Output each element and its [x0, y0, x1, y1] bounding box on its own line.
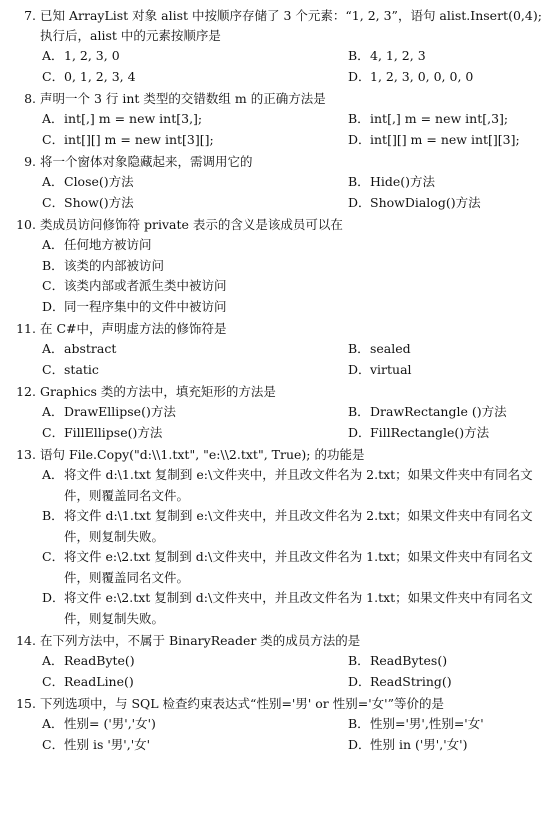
- option-letter: B．: [348, 174, 370, 189]
- option-c: [42, 67, 348, 88]
- option-c: [42, 276, 551, 297]
- option-d: [348, 735, 551, 756]
- option-a: [42, 172, 348, 193]
- option-text: 将文件 e:\2.txt 复制到 d:\文件夹中，并且改文件名为 1.txt；如果文件夹中有同名文件，则覆盖同名文件。: [64, 549, 533, 585]
- option-text: 性别= ('男','女'): [64, 716, 156, 731]
- question-13: [8, 445, 551, 629]
- option-d: [348, 67, 551, 88]
- options-list: [8, 339, 551, 380]
- question-number: 15.: [16, 696, 36, 711]
- question-7: [8, 6, 551, 87]
- question-text: 声明一个 3 行 int 类型的交错数组 m 的正确方法是: [40, 91, 326, 106]
- question-14: [8, 631, 551, 692]
- options-list: [8, 235, 551, 317]
- question-15: [8, 694, 551, 755]
- option-letter: D．: [348, 194, 371, 210]
- option-letter: B．: [348, 716, 370, 731]
- option-letter: D．: [348, 424, 371, 440]
- option-letter: C．: [42, 278, 65, 293]
- option-text: int[,] m = new int[3,];: [64, 111, 203, 126]
- option-letter: A．: [42, 111, 64, 126]
- option-letter: C．: [42, 361, 65, 377]
- option-text: 性别 is '男','女': [64, 736, 151, 752]
- option-letter: B．: [42, 257, 64, 273]
- option-text: Close()方法: [64, 174, 134, 189]
- option-text: int[][] m = new int[][3];: [370, 131, 520, 147]
- option-letter: A．: [42, 404, 64, 419]
- question-number: 13.: [16, 447, 36, 462]
- question-text: Graphics 类的方法中，填充矩形的方法是: [40, 384, 276, 399]
- option-text: ReadLine(): [64, 673, 134, 689]
- options-list: [8, 714, 551, 755]
- option-text: abstract: [64, 341, 117, 356]
- option-letter: C．: [42, 736, 65, 752]
- option-text: FillRectangle()方法: [370, 424, 490, 440]
- question-stem: [8, 89, 551, 109]
- option-b: [348, 46, 551, 67]
- option-c: [42, 672, 348, 693]
- question-number: 11.: [16, 321, 36, 336]
- option-a: [42, 235, 551, 256]
- question-text-continued: 执行后，alist 中的元素按顺序是: [40, 28, 221, 43]
- option-letter: B．: [42, 508, 64, 523]
- option-letter: D．: [348, 131, 371, 147]
- option-d: [42, 588, 551, 629]
- option-letter: B．: [348, 111, 370, 126]
- option-letter: A．: [42, 467, 64, 482]
- option-text: 将文件 d:\1.txt 复制到 e:\文件夹中，并且改文件名为 2.txt；如果文件夹中有同名文件，则覆盖同名文件。: [64, 467, 533, 503]
- option-text: 任何地方被访问: [64, 237, 152, 252]
- option-text: DrawRectangle ()方法: [370, 404, 507, 419]
- question-stem: [8, 382, 551, 402]
- option-b: [348, 402, 551, 423]
- question-text: 类成员访问修饰符 private 表示的含义是该成员可以在: [40, 217, 343, 232]
- option-letter: C．: [42, 131, 65, 147]
- option-letter: C．: [42, 549, 65, 564]
- option-d: [42, 297, 551, 318]
- option-letter: D．: [348, 736, 371, 752]
- option-text: 该类内部或者派生类中被访问: [64, 278, 227, 293]
- option-text: Hide()方法: [370, 174, 436, 189]
- option-letter: A．: [42, 341, 64, 356]
- option-c: [42, 360, 348, 381]
- option-letter: B．: [348, 653, 370, 668]
- question-stem: [8, 6, 551, 26]
- question-stem: [8, 631, 551, 651]
- option-text: ReadBytes(): [370, 653, 448, 668]
- option-text: 1, 2, 3, 0, 0, 0, 0: [370, 68, 474, 84]
- option-text: 0, 1, 2, 3, 4: [64, 68, 136, 84]
- option-c: [42, 423, 348, 444]
- option-c: [42, 547, 551, 588]
- option-text: 性别='男',性别='女': [370, 716, 484, 731]
- option-b: [42, 256, 551, 277]
- question-text: 下列选项中，与 SQL 检查约束表达式“性别='男' or 性别='女'”等价的是: [40, 696, 444, 711]
- option-b: [42, 506, 551, 547]
- options-list: [8, 402, 551, 443]
- option-text: 该类的内部被访问: [64, 257, 165, 273]
- option-letter: D．: [348, 673, 371, 689]
- question-10: [8, 215, 551, 317]
- options-list: [8, 172, 551, 213]
- option-text: 将文件 d:\1.txt 复制到 e:\文件夹中，并且改文件名为 2.txt；如果文件夹中有同名文件，则复制失败。: [64, 508, 533, 544]
- options-list: [8, 651, 551, 692]
- option-d: [348, 360, 551, 381]
- option-letter: C．: [42, 194, 65, 210]
- option-letter: D．: [348, 361, 371, 377]
- option-letter: C．: [42, 673, 65, 689]
- option-letter: A．: [42, 174, 64, 189]
- option-d: [348, 672, 551, 693]
- question-stem: [8, 152, 551, 172]
- option-letter: D．: [42, 590, 65, 605]
- option-text: Show()方法: [64, 194, 134, 210]
- option-letter: C．: [42, 68, 65, 84]
- option-c: [42, 193, 348, 214]
- option-b: [348, 172, 551, 193]
- option-letter: D．: [42, 298, 65, 314]
- option-a: [42, 339, 348, 360]
- options-list: [8, 46, 551, 87]
- option-letter: A．: [42, 653, 64, 668]
- option-text: virtual: [370, 361, 412, 377]
- option-text: sealed: [370, 341, 411, 356]
- question-number: 14.: [16, 633, 36, 648]
- question-number: 9.: [24, 154, 36, 169]
- option-text: FillEllipse()方法: [64, 424, 163, 440]
- option-letter: B．: [348, 404, 370, 419]
- question-text: 已知 ArrayList 对象 alist 中按顺序存储了 3 个元素：“1, 2, 3”，语句 alist.Insert(0,4);: [40, 8, 542, 23]
- option-a: [42, 109, 348, 130]
- option-d: [348, 423, 551, 444]
- option-c: [42, 130, 348, 151]
- option-text: 性别 in ('男','女'): [370, 736, 468, 752]
- question-12: [8, 382, 551, 443]
- option-a: [42, 651, 348, 672]
- question-stem: [8, 319, 551, 339]
- option-text: 将文件 e:\2.txt 复制到 d:\文件夹中，并且改文件名为 1.txt；如果文件夹中有同名文件，则复制失败。: [64, 590, 533, 626]
- option-text: 同一程序集中的文件中被访问: [64, 298, 227, 314]
- option-text: 4, 1, 2, 3: [370, 48, 426, 63]
- option-letter: B．: [348, 48, 370, 63]
- option-text: int[][] m = new int[3][];: [64, 131, 214, 147]
- option-b: [348, 714, 551, 735]
- question-number: 12.: [16, 384, 36, 399]
- option-a: [42, 465, 551, 506]
- option-b: [348, 651, 551, 672]
- question-number: 7.: [24, 8, 36, 23]
- option-letter: B．: [348, 341, 370, 356]
- question-8: [8, 89, 551, 150]
- option-text: ReadByte(): [64, 653, 135, 668]
- option-text: static: [64, 361, 99, 377]
- option-text: ShowDialog()方法: [370, 194, 481, 210]
- question-text: 在下列方法中，不属于 BinaryReader 类的成员方法的是: [40, 633, 361, 648]
- question-11: [8, 319, 551, 380]
- option-letter: D．: [348, 68, 371, 84]
- question-number: 8.: [24, 91, 36, 106]
- question-text: 语句 File.Copy("d:\\1.txt", "e:\\2.txt", True); 的功能是: [40, 447, 365, 462]
- option-d: [348, 193, 551, 214]
- option-a: [42, 46, 348, 67]
- question-number: 10.: [16, 217, 36, 232]
- option-letter: C．: [42, 424, 65, 440]
- option-letter: A．: [42, 48, 64, 63]
- option-b: [348, 339, 551, 360]
- question-text: 在 C#中，声明虚方法的修饰符是: [40, 321, 227, 336]
- option-d: [348, 130, 551, 151]
- option-text: ReadString(): [370, 673, 452, 689]
- options-list: [8, 465, 551, 629]
- option-letter: A．: [42, 237, 64, 252]
- option-text: int[,] m = new int[,3];: [370, 111, 509, 126]
- question-9: [8, 152, 551, 213]
- question-stem: [8, 694, 551, 714]
- option-a: [42, 714, 348, 735]
- option-a: [42, 402, 348, 423]
- option-text: 1, 2, 3, 0: [64, 48, 120, 63]
- options-list: [8, 109, 551, 150]
- question-text: 将一个窗体对象隐藏起来，需调用它的: [40, 154, 253, 169]
- option-text: DrawEllipse()方法: [64, 404, 176, 419]
- question-stem: [8, 445, 551, 465]
- option-c: [42, 735, 348, 756]
- option-letter: A．: [42, 716, 64, 731]
- option-b: [348, 109, 551, 130]
- question-stem: [8, 215, 551, 235]
